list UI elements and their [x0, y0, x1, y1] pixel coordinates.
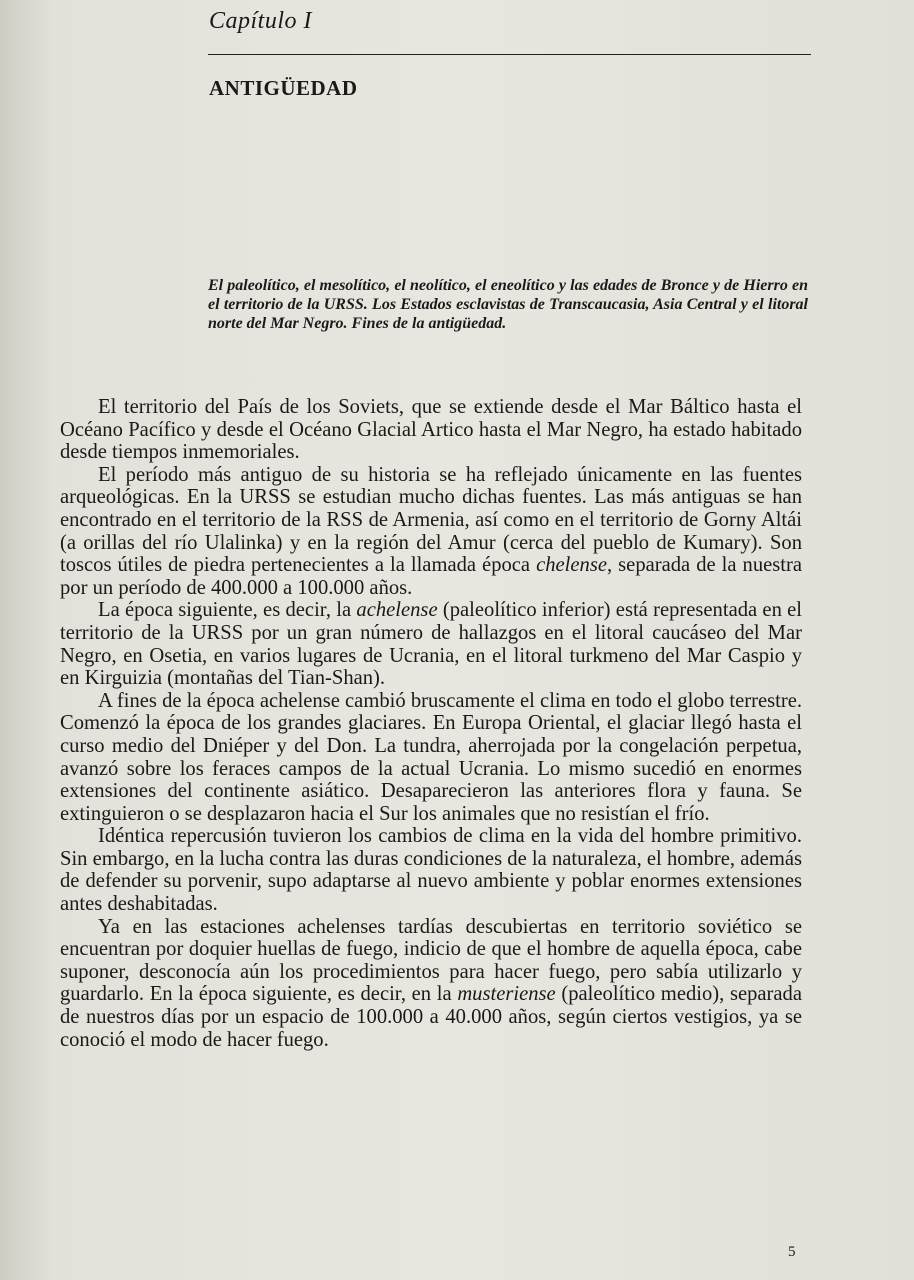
paragraph: El territorio del País de los Soviets, que se extiende desde el Mar Báltico hasta el Océano Pacífico y desde el Océano Glacial Artico hasta el Mar Negro, ha estado habitado desde tiempos inmemoriales. [60, 396, 802, 464]
body-text [60, 396, 802, 1051]
page-number: 5 [788, 1244, 796, 1260]
paragraph: Ya en las estaciones achelenses tardías descubiertas en territorio soviético se encuentran por doquier huellas de fuego, indicio de que el hombre de aquella época, cabe suponer, desconocía aún los procedimientos para hacer fuego, pero sabía utilizarlo y guardarlo. En la época siguiente, es decir, en la musteriense (paleolítico medio), separada de nuestros días por un espacio de 100.000 a 40.000 años, según ciertos vestigios, ya se conoció el modo de hacer fuego. [60, 915, 802, 1051]
paragraph: Idéntica repercusión tuvieron los cambios de clima en la vida del hombre primitivo. Sin embargo, en la lucha contra las duras condiciones de la naturaleza, el hombre, además de defender su porvenir, supo adaptarse al nuevo ambiente y poblar enormes extensiones antes deshabitadas. [60, 825, 802, 916]
paragraph: El período más antiguo de su historia se ha reflejado únicamente en las fuentes arqueológicas. En la URSS se estudian mucho dichas fuentes. Las más antiguas se han encontrado en el territorio de la RSS de Armenia, así como en el territorio de Gorny Altái (a orillas del río Ulalinka) y en la región del Amur (cerca del pueblo de Kumary). Son toscos útiles de piedra pertenecientes a la llamada época chelense, separada de la nuestra por un período de 400.000 a 100.000 años. [60, 463, 802, 599]
paragraph: A fines de la época achelense cambió bruscamente el clima en todo el globo terrestre. Comenzó la época de los grandes glaciares. En Europa Oriental, el glaciar llegó hasta el curso medio del Dniéper y del Don. La tundra, aherrojada por la congelación perpetua, avanzó sobre los feraces campos de la actual Ucrania. Lo mismo sucedió en enormes extensiones del continente asiático. Desaparecieron las anteriores flora y fauna. Se extinguieron o se desplazaron hacia el Sur los animales que no resistían el frío. [60, 689, 802, 825]
paragraph: La época siguiente, es decir, la achelense (paleolítico inferior) está representada en el territorio de la URSS por un gran número de hallazgos en el litoral caucáseo del Mar Negro, en Osetia, en varios lugares de Ucrania, en el litoral turkmeno del Mar Caspio y en Kirguizia (montañas del Tian-Shan). [60, 599, 802, 690]
section-title: ANTIGÜEDAD [209, 76, 358, 100]
chapter-label: Capítulo I [209, 8, 313, 34]
chapter-summary: El paleolítico, el mesolítico, el neolítico, el eneolítico y las edades de Bronce y de Hierro en el territorio de la URSS. Los Estados esclavistas de Transcaucasia, Asia Central y el litoral norte del Mar Negro. Fines de la antigüedad. [208, 277, 808, 332]
header-rule [208, 54, 811, 55]
